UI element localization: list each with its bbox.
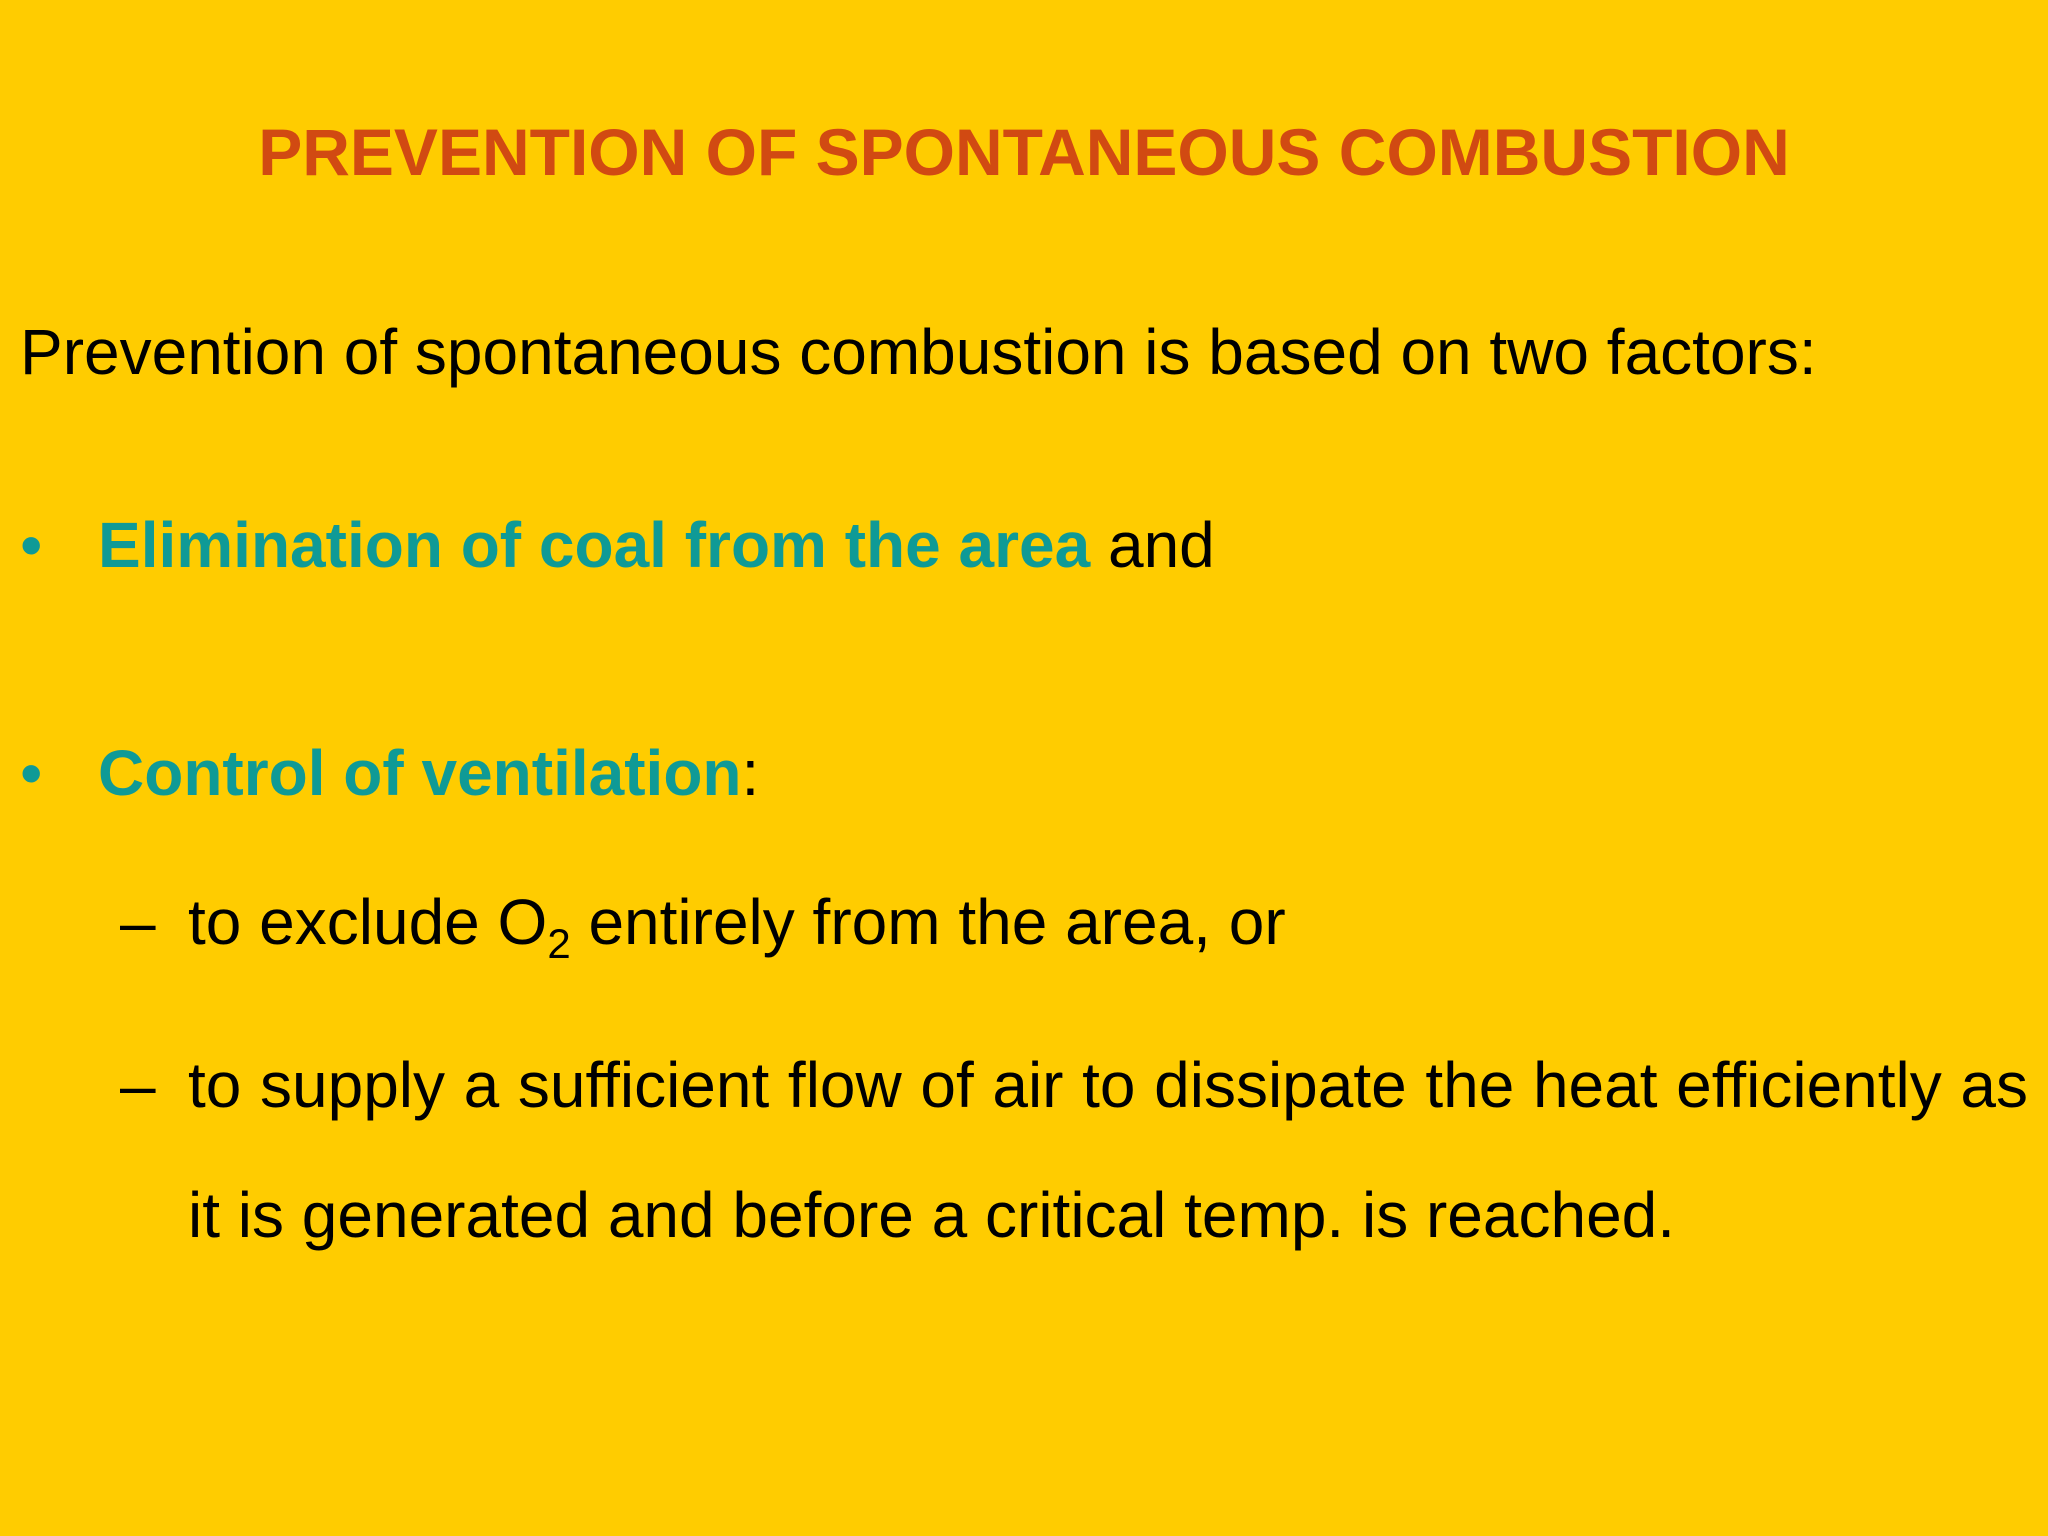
bullet-item: [20, 505, 1215, 585]
bullet-rest: and: [1090, 509, 1215, 581]
bullet-rest: :: [741, 737, 760, 809]
slide-title: PREVENTION OF SPONTANEOUS COMBUSTION: [258, 115, 1790, 189]
sub-bullet-item: [120, 882, 1286, 967]
bullet-emphasis: Elimination of coal from the area: [98, 509, 1091, 581]
bullet-emphasis: Control of ventilation: [98, 737, 742, 809]
sub-bullet-text: to exclude O: [188, 886, 548, 958]
bullet-marker: •: [20, 737, 43, 809]
intro-text: Prevention of spontaneous combustion is based on two factors:: [20, 316, 1817, 388]
bullet-marker: •: [20, 509, 43, 581]
sub-bullet-text-continued: entirely from the area, or: [570, 886, 1286, 958]
subscript-text: 2: [547, 920, 571, 967]
sub-bullet-paragraph: to supply a sufficient flow of air to dissipate the heat efficiently as it is generated and before a critical temp. is reached.: [188, 1049, 2028, 1251]
dash-marker: –: [120, 1049, 156, 1121]
bullet-item: [20, 733, 759, 813]
dash-marker: –: [120, 886, 156, 958]
